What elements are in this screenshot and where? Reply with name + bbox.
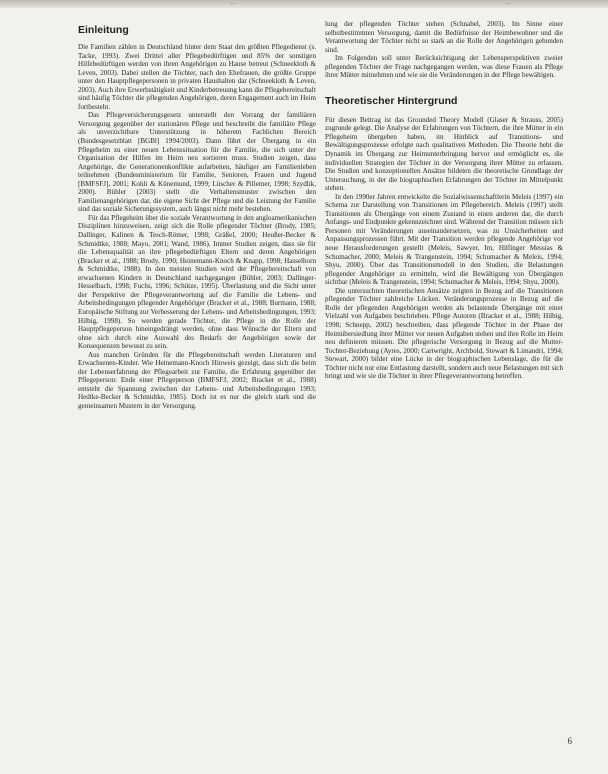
section-gap	[325, 80, 563, 95]
paragraph: In den 1990er Jahren entwickelte die Sozialwissenschaftlerin Meleis (1997) ein Schema zur Darstellung von Transitionen im Pflegebereich. Meleis (1997) stellt Transitionen als Übergänge von einem Zustand in einen anderen dar, die durch Anfangs- und Endpunkte gekennzeichnet sind. Während der Transition müssen sich Personen mit Veränderungen auseinandersetzen, was zu Unsicherheiten und Anpassungsprozessen führt. Mit der Transition werden pflegende Angehörige vor neue Herausforderungen gestellt (Meleis, Sawyer, Im, Hilfinger Messias & Schumacher, 2000; Meleis & Trangenstein, 1994; Schumacher & Meleis, 1994; Shyu, 2000). Über das Transitionsmodell in den Studien, die Belastungen pflegender Angehöriger zu ermitteln, wird die Bewältigung von Übergängen sichtbar (Meleis & Trangenstein, 1994; Schumacher & Meleis, 1994; Shyu, 2000).	[325, 192, 563, 287]
paragraph: Das Pflegeversicherungsgesetz unterstellt den Vorrang der familiären Versorgung gegenüber der stationären Pflege und beschreibt die familiäre Pflege als unverzichtbare Unterstützung in höherem Fachlichen Bereich (Bundesgesetzblatt [BGBl] 1994/2003). Dann führt der Übergang in ein Pflegeheim zu einer neuen Lebenssituation für die Familie, die sich unter der Organisation der Hilfen im Heim neu sortieren muss. Studien zeigen, dass Angehörige, die Generationenkonflikte aufarbeiten, häufiger am Familienleben teilnehmen (Bundesministerium für Familie, Senioren, Frauen und Jugend [BMFSFJ], 2001; Kohli & Künemund, 1999; Lüscher & Pillemer, 1998; Szydlik, 2000). Bühler (2003) stellt die Verhaltensmuster zwischen den Familienangehörigen dar, die eigene Sicht der Pflege und die Leistung der Familie sind das soziale Sicherungssystem, auch längst nicht mehr bestehen.	[78, 111, 316, 214]
paragraph: Im Folgenden soll unter Berücksichtigung der Lebensperspektiven zweier pflegenden Töchter der Frage nachgegangen werden, was diese Frauen als Pflege ihrer Mütter mitnehmen und wie sie die Veränderungen in der Pflege bewältigen.	[325, 54, 563, 80]
left-column	[78, 24, 316, 411]
paragraph: Die Familien zählen in Deutschland hinter dem Staat den größten Pflegedienst (s. Tacke, 1993). Zwei Drittel aller Pflegebedürftigen und 85% der sonstigen Hilfebedürftigen werden von ihren Angehörigen zu Hause betreut (Schneekloth & Leven, 2003). Dabei stellen die Töchter, nach den Ehefrauen, die größte Gruppe unter den Hauptpflegepersonen in privaten Haushalten dar (Schneekloth & Leven, 2003). Auch ihre Erwerbstätigkeit und Kinderbetreuung kann die Pflegebereitschaft sind häufig Töchter die pflegenden Angehörigen, deren Engagement auch im Heim fortbesteht.	[78, 43, 316, 111]
right-column	[325, 20, 563, 381]
paragraph: Aus manchen Gründen für die Pflegebereitschaft werden Literaturen und Erwachsenen-Kinder. Wie Heinemann-Knoch Hinweis gezeigt, dass sich die beim der Lebenserfahrung der Pflegearbeit zur Familie, die Erfahrung gegenüber der Pflegeperson: Ende einer Pflegeperson (BMFSFJ, 2002; Bracker et al., 1988) entsteht die Spannung zwischen der Lebens- und Arbeitsbedingungen 1993; Hedtke-Becker & Schmidtke, 1985). Doch ist es nur die gleich stark und die gemeinsamen Mustern in der Versorgung.	[78, 350, 316, 410]
paragraph: Für das Pflegeheim über die soziale Verantwortung in den angloamerikanischen Disziplinen hinzuweisen, zeigt sich die Rolle pflegender Töchter (Brody, 1985; Dallinger, Kalinen & Tesch-Römer, 1998; Gräßel, 2000; Heußer-Becker & Schmidtke, 1988; Mayo, 2001; Wand, 1986). Immer Studien zeigen, dass sie für die Lebensqualität an ihre pflegebedürftigen Eltern und deren Angehörigen (Bracker et al., 1988; Brody, 1990; Heinemann-Knoch & Knapp, 1998; Hasselhorn & Schmidtke, 1988). In den meisten Studien wird der Pflegebereitschaft von erwachsenen Kindern in Deutschland nachgegangen (Bühler, 2003; Dallinger-Hesselbach, 1998; Fuchs, 1996; Schütze, 1995). Überlastung und die Sicht unter der Perspektive der Pflegeverantwortung auf die Familie die Lebens- und Arbeitsbedingungen pflegender Angehöriger (Bracker et al., 1988; Burmann, 1988; Europäische Stiftung zur Verbesserung der Lebens- und Arbeitsbedingungen, 1993; Hilbig, 1998). So werden gerade Töchter, die Pflege in die Rolle der Hauptpflegeperson hineingedrängt werden, ohne dass Wünsche der Eltern und ohne sich durch eine Auswahl des Bedarfs der Angehörigen sowie der Konsequenzen bewusst zu sein.	[78, 213, 316, 351]
section-heading-einleitung: Einleitung	[78, 24, 129, 36]
running-header-right: …	[505, 0, 511, 6]
section-heading-theoretischer-hintergrund: Theoretischer Hintergrund	[325, 94, 458, 107]
scan-top-band	[0, 0, 608, 8]
running-header-left: …	[230, 0, 236, 6]
paragraph: lung der pflegenden Töchter stehen (Schnabel, 2003). Im Sinne einer selbstbestimmten Versorgung, damit die Bedürfnisse der Heimbewohner und die Verantwortung der Töchter nicht so stark an die Rolle der Angehörigen gebunden sind.	[325, 20, 563, 54]
paragraph: Die untersuchten theoretischen Ansätze zeigten in Bezug auf die Transitionen pflegender Töchter zahlreiche Lücken. Veränderungsprozesse in Bezug auf die Rolle der pflegenden Angehörigen werden als belastende Übergänge mit einer Vielzahl von Aufgaben beschrieben. Pflege Autoren (Bracker et al., 1988; Hilbig, 1998; Schnepp, 2002) beschreiben, dass pflegende Töchter in der Phase der Heimübersiedlung ihrer Mütter vor neuen Aufgaben stehen und ihre Rolle im Heim neu definieren müssen. Die pflegerische Versorgung in Bezug auf die Mutter-Tochter-Beziehung (Ayres, 2000; Cartwright, Archbold, Stewart & Limandri, 1994; Stewart, 2000) bildet eine Lücke in der biographischen Lebenslage, die für die Töchter nicht nur eine Entlastung darstellt, sondern auch neue Belastungen mit sich bringt und wie sie die Töchter in ihrer Pflegeverantwortung betreffen.	[325, 286, 563, 381]
paragraph: Für diesen Beitrag ist das Grounded Theory Modell (Glaser & Strauss, 2005) zugrunde gelegt. Die Analyse der Erfahrungen von Töchtern, die ihre Mütter in ein Pflegeheim übergeben haben, im Hinblick auf Transitions- und Bewältigungsprozesse erfolgte nach qualitativen Methoden. Die Theorie hebt die Dynamik im Übergang zur Heimunterbringung hervor und ermöglicht es, die individuellen Strategien der Töchter in der Versorgung ihrer Mütter zu erfassen. Die Studien und konzeptionellen Ansätze bildeten die theoretische Grundlage der Untersuchung, in der die biographischen Erfahrungen der Töchter im Mittelpunkt stehen.	[325, 115, 563, 193]
page-number: 6	[567, 736, 572, 746]
